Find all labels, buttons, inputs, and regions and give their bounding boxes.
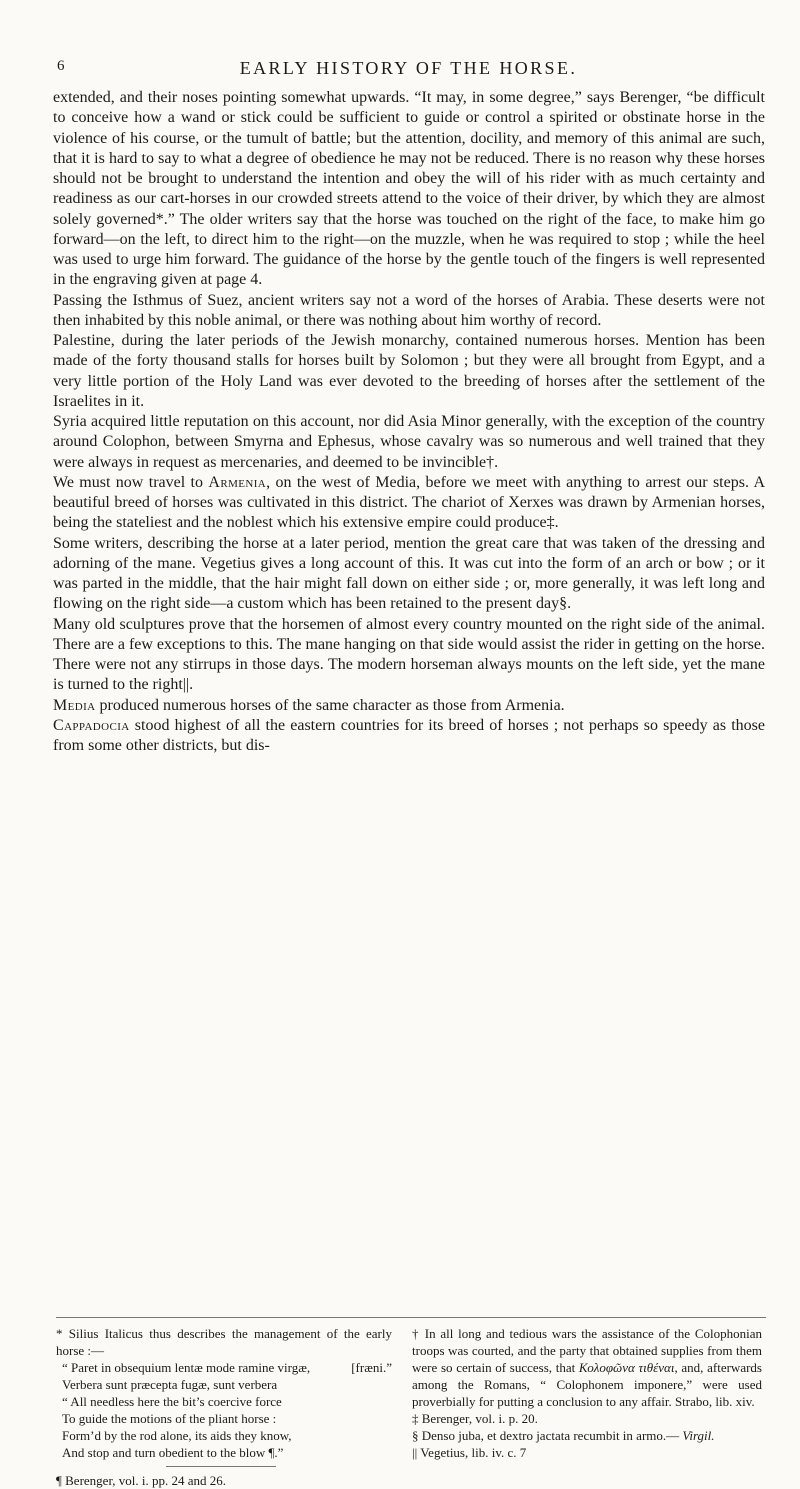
- paragraph: extended, and their noses pointing somewhat upwards. “It may, in some degree,” says Berenger, “be difficult to conceive how a wand or stick could be sufficient to guide or control a spirited or obstinate horse in the violence of his course, or the tumult of battle; but the attention, docility, and memory of this animal are such, that it is hard to say to what a degree of obedience he may not be reduced. There is no reason why these horses should not be brought to understand the intention and obey the will of his rider with as much certainty and readiness as our cart-horses in our crowded streets attend to the voice of their driver, by which they are almost solely governed*.” The older writers say that the horse was touched on the right of the face, to make him go forward—on the left, to direct him to the right—on the muzzle, when he was required to stop ; while the heel was used to urge him forward. The guidance of the horse by the gentle touch of the fingers is well represented in the engraving given at page 4.: [53, 89, 765, 289]
- footnote-star: * Silius Italicus thus describes the management of the early horse :—: [56, 1326, 392, 1358]
- place-name-media: Media: [53, 696, 96, 714]
- footnotes-left: [56, 1325, 392, 1489]
- footnote-separator: [56, 1317, 766, 1318]
- footnote-parallel: || Vegetius, lib. iv. c. 7: [412, 1445, 527, 1460]
- page-number: 6: [57, 58, 65, 74]
- latin-verse: Verbera sunt præcepta fugæ, sunt verbera: [62, 1377, 278, 1392]
- greek-phrase: Κολοφῶνα τιθέναι: [578, 1360, 675, 1375]
- paragraph: Passing the Isthmus of Suez, ancient writers say not a word of the horses of Arabia. These deserts were not then inhabited by this noble animal, or there was nothing about him worthy of record.: [53, 291, 765, 329]
- main-text: [53, 88, 765, 756]
- paragraph-media: Media produced numerous horses of the same character as those from Armenia.: [53, 696, 565, 714]
- paragraph: Palestine, during the later periods of the Jewish monarchy, contained numerous horses. Mention has been made of the forty thousand stalls for horses built by Solomon ; but they were all brought from Egypt, and a very little portion of the Holy Land was ever devoted to the breeding of horses after the settlement of the Israelites in it.: [53, 332, 765, 410]
- page-header: [57, 58, 760, 84]
- footnote-double-dagger: ‡ Berenger, vol. i. p. 20.: [412, 1411, 538, 1426]
- footnote-pilcrow: ¶ Berenger, vol. i. pp. 24 and 26.: [56, 1473, 227, 1488]
- paragraph: Many old sculptures prove that the horsemen of almost every country mounted on the right side of the animal. There are a few exceptions to this. The mane hanging on that side would assist the rider in getting on the horse. There were not any stirrups in those days. The modern horseman always mounts on the left side, yet the mane is turned to the right||.: [53, 615, 765, 694]
- paragraph-armenia: We must now travel to Armenia, on the west of Media, before we meet with anything to arrest our steps. A beautiful breed of horses was cultivated in this district. The chariot of Xerxes was drawn by Armenian horses, being the stateliest and the noblest which his extensive empire could produce‡.: [53, 473, 765, 532]
- footnote-section: § Denso juba, et dextro jactata recumbit in armo.— Virgil.: [412, 1428, 715, 1443]
- english-verse: “ All needless here the bit’s coercive force To guide the motions of the pliant horse : Form’d by the rod alone, its aids they know, And stop and turn obedient to the blow ¶.”: [62, 1394, 292, 1460]
- place-name-cappadocia: Cappadocia: [53, 716, 130, 734]
- paragraph: Some writers, describing the horse at a later period, mention the great care that was taken of the dressing and adorning of the mane. Vegetius gives a long account of this. It was cut into the form of an arch or bow ; or it was parted in the middle, that the hair might fall down on either side ; or, more generally, it was left long and flowing on the right side—a custom which has been retained to the present day§.: [53, 534, 765, 613]
- footnotes-right: [412, 1325, 762, 1461]
- latin-verse-line: “ Paret in obsequium lentæ mode ramine virgæ, [fræni.”: [62, 1360, 392, 1375]
- paragraph-cappadocia: Cappadocia stood highest of all the eastern countries for its breed of horses ; not perhaps so speedy as those from some other districts, but dis-: [53, 716, 765, 754]
- running-title: EARLY HISTORY OF THE HORSE.: [239, 58, 578, 78]
- place-name-armenia: Armenia: [208, 473, 267, 491]
- paragraph: Syria acquired little reputation on this account, nor did Asia Minor generally, with the exception of the country around Colophon, between Smyrna and Ephesus, whose cavalry was so numerous and well trained that they were always in request as mercenaries, and deemed to be invincible†.: [53, 413, 765, 471]
- footnote-inner-rule: [166, 1466, 276, 1467]
- footnote-dagger: † In all long and tedious wars the assistance of the Colophonian troops was courted, and the party that obtained supplies from them were so certain of success, that Κολοφῶνα τιθέναι, and, afterwards among the Romans, “ Colophonem imponere,” were used proverbially for putting a conclusion to any affair. Strabo, lib. xiv.: [412, 1326, 762, 1409]
- author-virgil: Virgil.: [682, 1428, 715, 1443]
